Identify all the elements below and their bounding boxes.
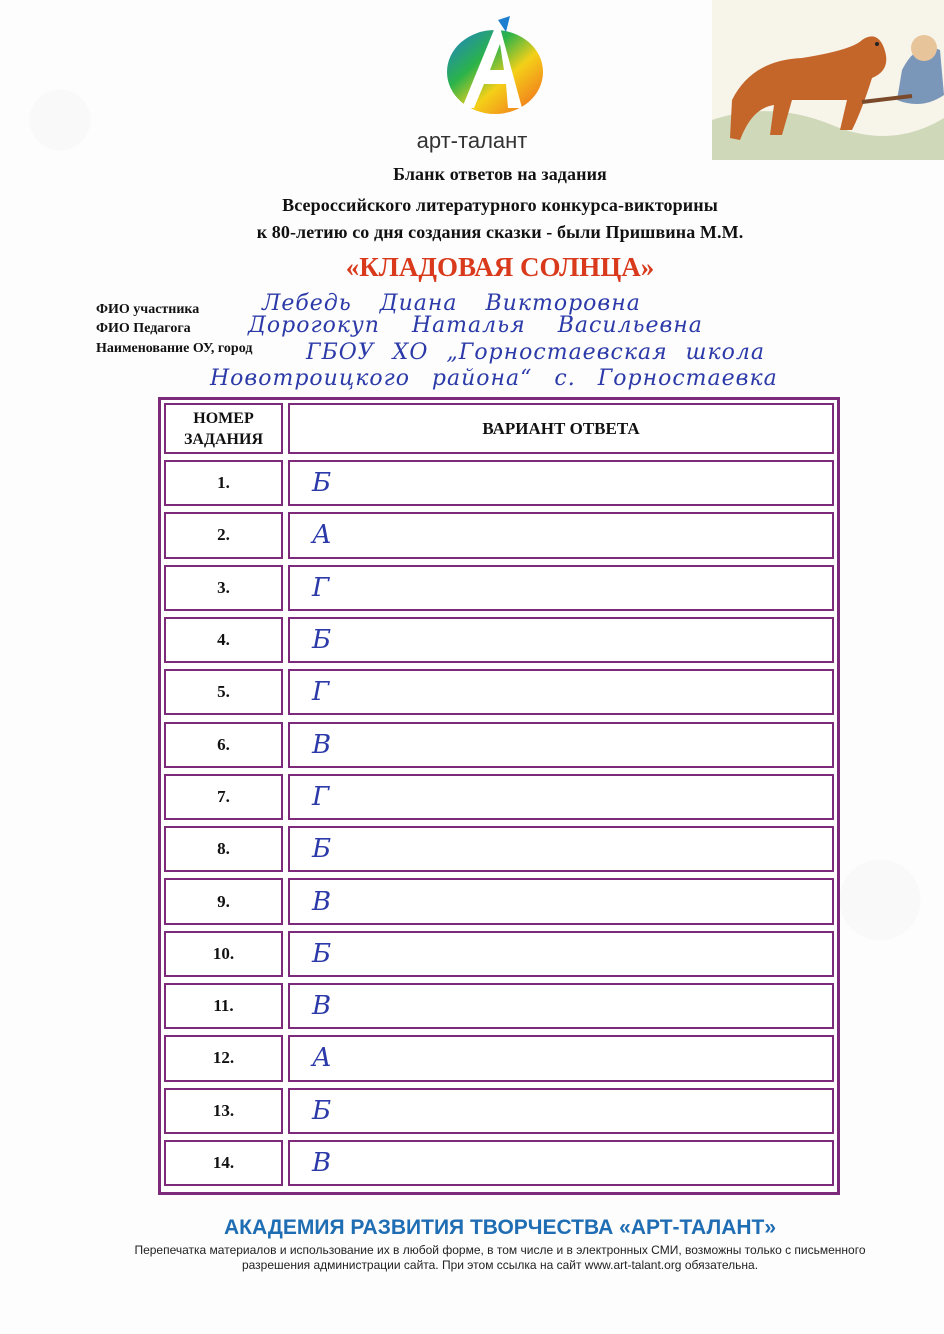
answer-value: Б — [312, 468, 332, 499]
contest-title: «КЛАДОВАЯ СОЛНЦА» — [345, 252, 655, 282]
answer-value: Б — [312, 938, 332, 969]
task-number: 4. — [164, 617, 283, 663]
table-row — [161, 666, 837, 718]
table-row — [161, 771, 837, 823]
table-row — [161, 1032, 837, 1084]
school-label: Наименование ОУ, город — [96, 341, 253, 356]
task-number: 1. — [164, 460, 283, 506]
answer-cell — [288, 460, 834, 506]
form-subtitle-line3: к 80-летию со дня создания сказки - были Пришвина М.М. — [256, 222, 744, 242]
task-number: 9. — [164, 878, 283, 924]
answer-value: Г — [312, 572, 330, 603]
column-header-answer: ВАРИАНТ ОТВЕТА — [288, 403, 834, 454]
answer-value: Б — [312, 1095, 332, 1126]
answer-value: Г — [312, 677, 330, 708]
table-row — [161, 875, 837, 927]
answer-cell — [288, 774, 834, 820]
table-row — [161, 719, 837, 771]
answer-value: В — [312, 729, 332, 760]
answer-value: В — [312, 991, 332, 1022]
form-subtitle-line1: Бланк ответов на задания — [393, 164, 607, 184]
participant-value: Лебедь Диана Викторовна — [262, 291, 641, 316]
answer-cell — [288, 617, 834, 663]
answer-cell — [288, 878, 834, 924]
school-value-line2: Новотроицкого района“ с. Горностаевка — [210, 366, 778, 391]
task-number: 10. — [164, 931, 283, 977]
answer-value: Г — [312, 781, 330, 812]
answer-value: Б — [312, 625, 332, 656]
column-header-number: НОМЕР ЗАДАНИЯ — [164, 403, 283, 454]
answer-cell — [288, 722, 834, 768]
school-value-line1: ГБОУ ХО „Горностаевская школа — [306, 340, 765, 365]
answer-value: А — [312, 1043, 332, 1074]
task-number: 11. — [164, 983, 283, 1029]
task-number: 7. — [164, 774, 283, 820]
answer-cell — [288, 983, 834, 1029]
table-row — [161, 1137, 837, 1189]
table-row — [161, 980, 837, 1032]
answer-cell — [288, 1088, 834, 1134]
answer-cell — [288, 565, 834, 611]
form-subtitle-line2: Всероссийского литературного конкурса-викторины — [282, 195, 718, 215]
answer-cell — [288, 931, 834, 977]
dog-illustration — [712, 0, 944, 160]
task-number: 13. — [164, 1088, 283, 1134]
table-row — [161, 928, 837, 980]
table-row — [161, 614, 837, 666]
task-number: 3. — [164, 565, 283, 611]
answer-cell — [288, 1140, 834, 1186]
footer-note: Перепечатка материалов и использование их в любой форме, в том числе и в электронных СМИ, возможны только с письменного разрешения администрации сайта. При этом ссылка на сайт www.art-talant.org обязательна. — [134, 1243, 866, 1272]
answers-table — [158, 397, 840, 1195]
answer-value: А — [312, 520, 332, 551]
participant-label: ФИО участника — [96, 302, 200, 317]
table-row — [161, 1085, 837, 1137]
answer-cell — [288, 826, 834, 872]
art-talant-logo — [440, 10, 550, 120]
table-row — [161, 457, 837, 509]
table-header-row — [161, 400, 837, 457]
table-row — [161, 562, 837, 614]
answer-cell — [288, 1035, 834, 1081]
brand-name: арт-талант — [416, 128, 528, 153]
answer-value: В — [312, 1148, 332, 1179]
task-number: 2. — [164, 512, 283, 558]
answer-cell — [288, 669, 834, 715]
task-number: 5. — [164, 669, 283, 715]
teacher-value: Дорогокуп Наталья Васильевна — [248, 313, 703, 338]
answer-value: Б — [312, 834, 332, 865]
task-number: 6. — [164, 722, 283, 768]
table-row — [161, 509, 837, 561]
task-number: 14. — [164, 1140, 283, 1186]
answer-cell — [288, 512, 834, 558]
answer-value: В — [312, 886, 332, 917]
footer-title: АКАДЕМИЯ РАЗВИТИЯ ТВОРЧЕСТВА «АРТ-ТАЛАНТ» — [223, 1216, 777, 1239]
table-row — [161, 823, 837, 875]
teacher-label: ФИО Педагога — [96, 321, 191, 336]
task-number: 8. — [164, 826, 283, 872]
task-number: 12. — [164, 1035, 283, 1081]
